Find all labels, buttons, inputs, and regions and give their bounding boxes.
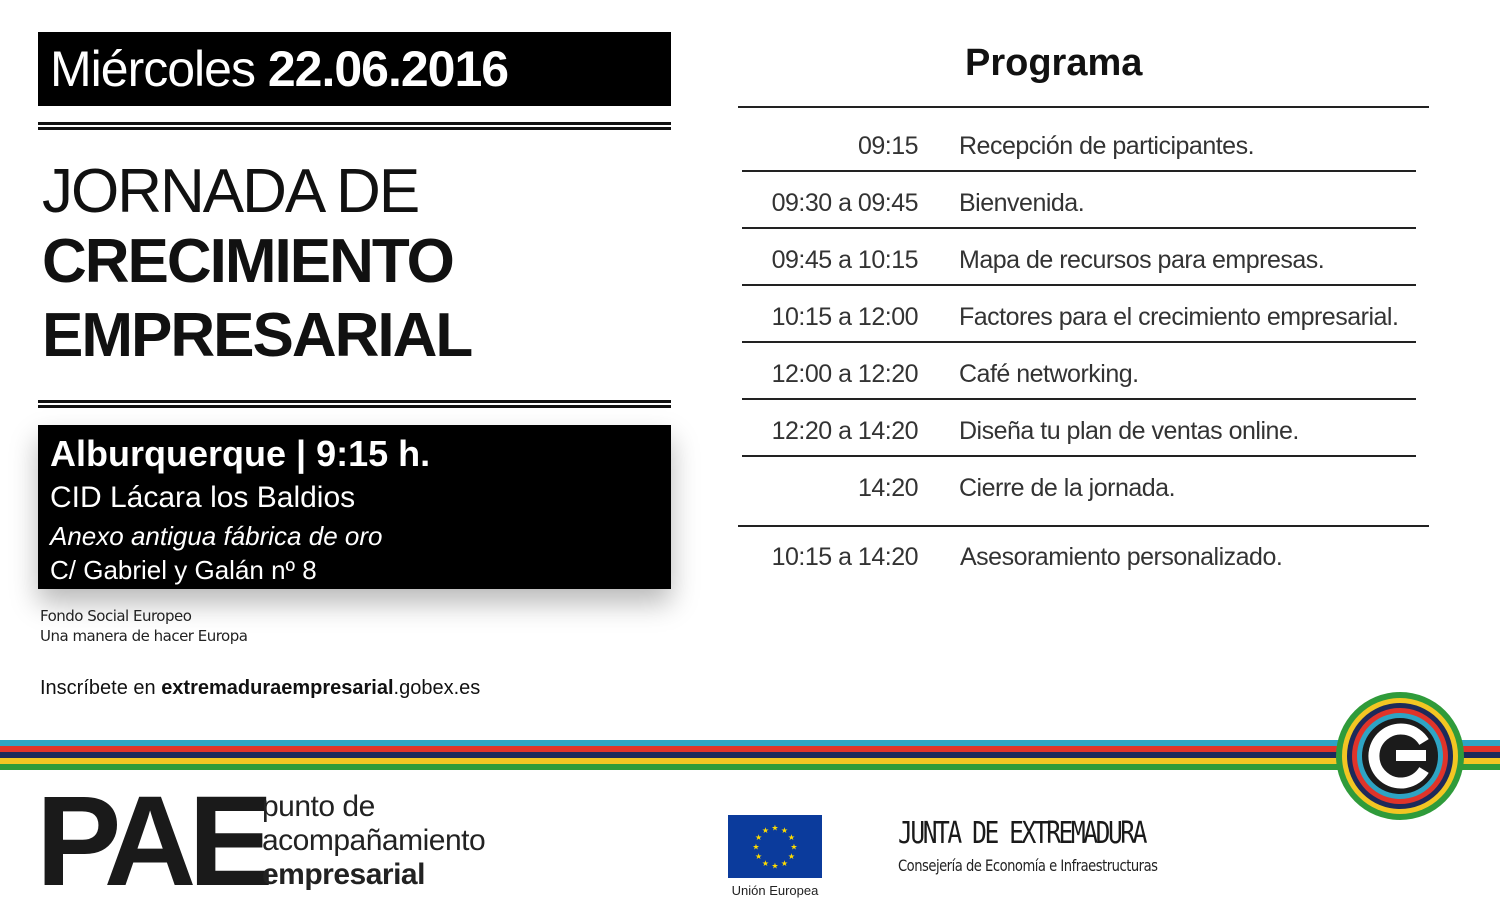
eu-star-icon: ★ bbox=[754, 852, 763, 861]
eu-star-icon: ★ bbox=[787, 852, 796, 861]
event-title-line2: CRECIMIENTO bbox=[42, 227, 453, 296]
programa-item-desc: Bienvenida. bbox=[959, 189, 1085, 217]
eu-star-icon: ★ bbox=[780, 858, 789, 868]
programa-item-time: 10:15 a 12:00 bbox=[771, 303, 918, 331]
programa-item-time: 12:20 a 14:20 bbox=[771, 417, 918, 445]
pae-sub-line1: punto de bbox=[262, 790, 375, 823]
programa-extra-time: 10:15 a 14:20 bbox=[771, 543, 918, 571]
venue-center: CID Lácara los Baldios bbox=[50, 481, 356, 514]
eu-star-icon: ★ bbox=[790, 842, 798, 852]
double-rule-top bbox=[38, 122, 671, 130]
event-title-line3: EMPRESARIAL bbox=[42, 301, 472, 370]
extremadura-empresarial-logo-icon bbox=[1334, 690, 1466, 822]
date-value: 22.06.2016 bbox=[267, 41, 509, 97]
programa-item-desc: Mapa de recursos para empresas. bbox=[959, 246, 1325, 274]
register-line bbox=[40, 677, 480, 700]
programa-row-separator bbox=[742, 398, 1416, 400]
programa-rule-bottom bbox=[738, 525, 1429, 527]
venue-box bbox=[38, 425, 671, 589]
programa-item-desc: Cierre de la jornada. bbox=[959, 474, 1176, 502]
eu-label: Unión Europea bbox=[731, 883, 819, 898]
double-rule-bottom bbox=[38, 400, 671, 408]
programa-row-separator bbox=[742, 227, 1416, 229]
pae-sub-line2: acompañamiento bbox=[262, 824, 486, 857]
programa-item-desc: Café networking. bbox=[959, 360, 1139, 388]
register-prefix: Inscríbete en bbox=[40, 677, 162, 699]
programa-extra-desc: Asesoramiento personalizado. bbox=[960, 543, 1283, 571]
event-title-line1: JORNADA DE bbox=[42, 157, 419, 226]
date-banner bbox=[38, 32, 671, 106]
register-link-rest[interactable]: .gobex.es bbox=[393, 677, 481, 699]
eu-star-icon: ★ bbox=[787, 833, 796, 842]
programa-row-separator bbox=[742, 341, 1416, 343]
programa-row-separator bbox=[742, 455, 1416, 457]
fse-line1: Fondo Social Europeo bbox=[40, 607, 192, 625]
programa-item-desc: Recepción de participantes. bbox=[959, 132, 1255, 160]
eu-star-icon: ★ bbox=[771, 861, 779, 871]
eu-star-icon: ★ bbox=[761, 826, 770, 836]
programa-row-separator bbox=[742, 170, 1416, 172]
consejeria-label: Consejería de Economía e Infraestructuras bbox=[898, 856, 1158, 875]
eu-flag-icon bbox=[728, 815, 822, 878]
eu-star-icon: ★ bbox=[754, 833, 763, 842]
date-day: Miércoles bbox=[50, 41, 255, 97]
programa-item-time: 09:30 a 09:45 bbox=[771, 189, 918, 217]
pae-sub-line3: empresarial bbox=[262, 858, 425, 891]
eu-star-icon: ★ bbox=[771, 823, 779, 833]
programa-item-time: 09:15 bbox=[857, 132, 918, 160]
fse-credit bbox=[40, 606, 247, 646]
fse-line2: Una manera de hacer Europa bbox=[40, 627, 248, 645]
color-stripes bbox=[0, 740, 1500, 770]
programa-item-time: 12:00 a 12:20 bbox=[771, 360, 918, 388]
programa-rule-top bbox=[738, 106, 1429, 108]
programa-row-separator bbox=[742, 284, 1416, 286]
programa-item-time: 09:45 a 10:15 bbox=[771, 246, 918, 274]
programa-item-desc: Diseña tu plan de ventas online. bbox=[959, 417, 1299, 445]
eu-star-icon: ★ bbox=[780, 826, 789, 836]
venue-annex: Anexo antigua fábrica de oro bbox=[50, 521, 383, 551]
pae-logo: PAE bbox=[36, 770, 266, 913]
programa-item-desc: Factores para el crecimiento empresarial. bbox=[959, 303, 1399, 331]
programa-item-time: 14:20 bbox=[857, 474, 918, 502]
eu-star-icon: ★ bbox=[761, 858, 770, 868]
venue-place-time: Alburquerque | 9:15 h. bbox=[50, 433, 431, 474]
venue-address: C/ Gabriel y Galán nº 8 bbox=[50, 555, 317, 585]
junta-logo: JUNTA DE EXTREMADURA bbox=[898, 816, 1146, 851]
programa-title: Programa bbox=[965, 42, 1143, 84]
register-link-bold[interactable]: extremaduraempresarial bbox=[161, 677, 394, 699]
eu-star-icon: ★ bbox=[752, 842, 760, 852]
